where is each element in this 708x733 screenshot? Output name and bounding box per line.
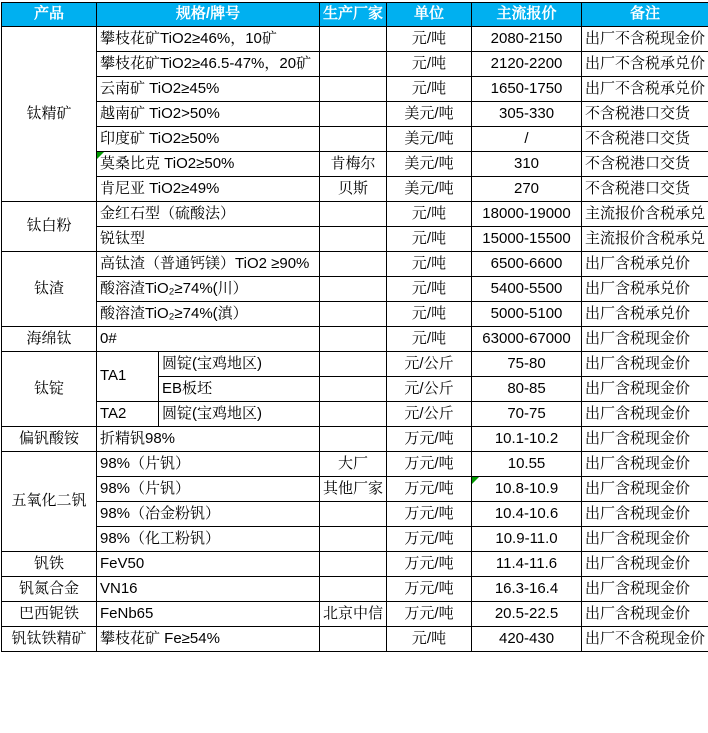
price-cell: / xyxy=(472,127,582,152)
price-cell: 10.55 xyxy=(472,452,582,477)
vendor-cell xyxy=(320,127,387,152)
unit-cell: 元/吨 xyxy=(387,627,472,652)
vendor-cell xyxy=(320,327,387,352)
note-cell: 不含税港口交货 xyxy=(582,102,708,127)
table-row xyxy=(2,202,708,227)
spec-cell: EB板坯 xyxy=(159,377,320,402)
product-cell: 钒氮合金 xyxy=(2,577,97,602)
table-row xyxy=(2,577,708,602)
product-cell: 钛锭 xyxy=(2,352,97,427)
col-header-product: 产品 xyxy=(2,3,97,27)
unit-cell: 元/公斤 xyxy=(387,377,472,402)
table-row xyxy=(2,452,708,477)
price-cell: 2120-2200 xyxy=(472,52,582,77)
spec-text: 莫桑比克 TiO2≥50% xyxy=(100,155,234,172)
product-cell: 五氧化二钒 xyxy=(2,452,97,552)
vendor-cell xyxy=(320,202,387,227)
table-row xyxy=(2,502,708,527)
vendor-cell: 大厂 xyxy=(320,452,387,477)
price-cell: 305-330 xyxy=(472,102,582,127)
table-row xyxy=(2,302,708,327)
spec-cell: 攀枝花矿 Fe≥54% xyxy=(97,627,320,652)
price-cell: 16.3-16.4 xyxy=(472,577,582,602)
price-cell: 80-85 xyxy=(472,377,582,402)
col-header-note: 备注 xyxy=(582,3,708,27)
table-row xyxy=(2,277,708,302)
table-row xyxy=(2,477,708,502)
price-cell: 20.5-22.5 xyxy=(472,602,582,627)
vendor-cell xyxy=(320,52,387,77)
price-cell: 10.4-10.6 xyxy=(472,502,582,527)
vendor-cell: 北京中信 xyxy=(320,602,387,627)
note-cell: 出厂含税现金价 xyxy=(582,552,708,577)
note-cell: 出厂含税承兑价 xyxy=(582,277,708,302)
unit-cell: 万元/吨 xyxy=(387,502,472,527)
unit-cell: 万元/吨 xyxy=(387,577,472,602)
note-cell: 不含税港口交货 xyxy=(582,152,708,177)
vendor-cell xyxy=(320,102,387,127)
product-cell: 海绵钛 xyxy=(2,327,97,352)
unit-cell: 元/吨 xyxy=(387,277,472,302)
unit-cell: 万元/吨 xyxy=(387,477,472,502)
vendor-cell: 其他厂家 xyxy=(320,477,387,502)
note-cell: 出厂不含税现金价 xyxy=(582,627,708,652)
note-cell: 出厂不含税承兑价 xyxy=(582,52,708,77)
unit-cell: 万元/吨 xyxy=(387,552,472,577)
price-cell: 5000-5100 xyxy=(472,302,582,327)
unit-cell: 元/吨 xyxy=(387,302,472,327)
price-cell: 10.9-11.0 xyxy=(472,527,582,552)
table-row xyxy=(2,527,708,552)
spec-cell: 印度矿 TiO2≥50% xyxy=(97,127,320,152)
note-cell: 出厂含税现金价 xyxy=(582,577,708,602)
price-text: 10.8-10.9 xyxy=(495,480,558,497)
spec-cell: 越南矿 TiO2>50% xyxy=(97,102,320,127)
note-cell: 主流报价含税承兑 xyxy=(582,227,708,252)
table-row xyxy=(2,402,708,427)
table-row xyxy=(2,227,708,252)
green-corner-marker xyxy=(97,152,104,159)
spec-cell: VN16 xyxy=(97,577,320,602)
table-row xyxy=(2,52,708,77)
vendor-cell xyxy=(320,577,387,602)
vendor-cell xyxy=(320,227,387,252)
price-cell: 10.1-10.2 xyxy=(472,427,582,452)
table-row xyxy=(2,627,708,652)
note-cell: 出厂含税现金价 xyxy=(582,402,708,427)
unit-cell: 元/公斤 xyxy=(387,402,472,427)
product-cell: 钛渣 xyxy=(2,252,97,327)
product-cell: 偏钒酸铵 xyxy=(2,427,97,452)
green-corner-marker xyxy=(472,477,479,484)
unit-cell: 美元/吨 xyxy=(387,152,472,177)
col-header-spec: 规格/牌号 xyxy=(97,3,320,27)
vendor-cell xyxy=(320,302,387,327)
vendor-cell xyxy=(320,502,387,527)
product-cell: 钒钛铁精矿 xyxy=(2,627,97,652)
vendor-cell xyxy=(320,352,387,377)
note-cell: 不含税港口交货 xyxy=(582,177,708,202)
unit-cell: 万元/吨 xyxy=(387,427,472,452)
note-cell: 出厂不含税承兑价 xyxy=(582,77,708,102)
spec-cell: 攀枝花矿TiO2≥46.5-47%，20矿 xyxy=(97,52,320,77)
spec-cell: 98%（片钒） xyxy=(97,477,320,502)
table-row xyxy=(2,152,708,177)
note-cell: 出厂含税现金价 xyxy=(582,327,708,352)
unit-cell: 元/吨 xyxy=(387,202,472,227)
note-cell: 出厂不含税现金价 xyxy=(582,27,708,52)
spec-cell: 圆锭(宝鸡地区) xyxy=(159,352,320,377)
grade-cell: TA2 xyxy=(97,402,159,427)
spec-cell: 98%（冶金粉钒） xyxy=(97,502,320,527)
unit-cell: 万元/吨 xyxy=(387,452,472,477)
spec-cell: 攀枝花矿TiO2≥46%，10矿 xyxy=(97,27,320,52)
note-cell: 出厂含税现金价 xyxy=(582,377,708,402)
vendor-cell xyxy=(320,77,387,102)
spec-cell: FeV50 xyxy=(97,552,320,577)
price-cell: 2080-2150 xyxy=(472,27,582,52)
vendor-cell: 贝斯 xyxy=(320,177,387,202)
price-cell xyxy=(472,477,582,502)
price-cell: 310 xyxy=(472,152,582,177)
spec-cell: 肯尼亚 TiO2≥49% xyxy=(97,177,320,202)
price-cell: 18000-19000 xyxy=(472,202,582,227)
note-cell: 出厂含税现金价 xyxy=(582,502,708,527)
spec-cell xyxy=(97,152,320,177)
grade-cell: TA1 xyxy=(97,352,159,402)
note-cell: 出厂含税承兑价 xyxy=(582,302,708,327)
product-cell: 钒铁 xyxy=(2,552,97,577)
price-cell: 75-80 xyxy=(472,352,582,377)
spec-cell: FeNb65 xyxy=(97,602,320,627)
commodity-price-table xyxy=(1,2,708,652)
vendor-cell xyxy=(320,277,387,302)
vendor-cell xyxy=(320,377,387,402)
table-row xyxy=(2,327,708,352)
table-row xyxy=(2,552,708,577)
vendor-cell: 肯梅尔 xyxy=(320,152,387,177)
table-row xyxy=(2,177,708,202)
product-cell: 巴西铌铁 xyxy=(2,602,97,627)
spec-cell: 折精钒98% xyxy=(97,427,320,452)
vendor-cell xyxy=(320,427,387,452)
vendor-cell xyxy=(320,27,387,52)
spec-cell: 圆锭(宝鸡地区) xyxy=(159,402,320,427)
price-cell: 63000-67000 xyxy=(472,327,582,352)
note-cell: 出厂含税现金价 xyxy=(582,352,708,377)
product-cell: 钛精矿 xyxy=(2,27,97,202)
table-row xyxy=(2,102,708,127)
col-header-vendor: 生产厂家 xyxy=(320,3,387,27)
table-row xyxy=(2,427,708,452)
table-row xyxy=(2,127,708,152)
price-cell: 270 xyxy=(472,177,582,202)
spec-cell: 锐钛型 xyxy=(97,227,320,252)
price-cell: 6500-6600 xyxy=(472,252,582,277)
vendor-cell xyxy=(320,527,387,552)
spec-cell: 高钛渣（普通钙镁）TiO2 ≥90% xyxy=(97,252,320,277)
note-cell: 主流报价含税承兑 xyxy=(582,202,708,227)
price-cell: 1650-1750 xyxy=(472,77,582,102)
unit-cell: 元/吨 xyxy=(387,252,472,277)
spec-cell: 98%（化工粉钒） xyxy=(97,527,320,552)
table-row xyxy=(2,77,708,102)
vendor-cell xyxy=(320,402,387,427)
unit-cell: 元/吨 xyxy=(387,227,472,252)
price-cell: 70-75 xyxy=(472,402,582,427)
product-cell: 钛白粉 xyxy=(2,202,97,252)
unit-cell: 万元/吨 xyxy=(387,527,472,552)
note-cell: 出厂含税现金价 xyxy=(582,602,708,627)
price-cell: 11.4-11.6 xyxy=(472,552,582,577)
note-cell: 不含税港口交货 xyxy=(582,127,708,152)
unit-cell: 元/吨 xyxy=(387,77,472,102)
col-header-price: 主流报价 xyxy=(472,3,582,27)
vendor-cell xyxy=(320,552,387,577)
unit-cell: 元/公斤 xyxy=(387,352,472,377)
table-row xyxy=(2,252,708,277)
spec-cell: 98%（片钒） xyxy=(97,452,320,477)
price-cell: 5400-5500 xyxy=(472,277,582,302)
unit-cell: 元/吨 xyxy=(387,52,472,77)
unit-cell: 美元/吨 xyxy=(387,127,472,152)
spec-cell: 酸溶渣TiO₂≥74%(川） xyxy=(97,277,320,302)
vendor-cell xyxy=(320,627,387,652)
unit-cell: 元/吨 xyxy=(387,327,472,352)
price-cell: 15000-15500 xyxy=(472,227,582,252)
table-row xyxy=(2,352,708,377)
unit-cell: 万元/吨 xyxy=(387,602,472,627)
spec-cell: 0# xyxy=(97,327,320,352)
col-header-unit: 单位 xyxy=(387,3,472,27)
unit-cell: 美元/吨 xyxy=(387,177,472,202)
table-row xyxy=(2,27,708,52)
spec-cell: 金红石型（硫酸法） xyxy=(97,202,320,227)
vendor-cell xyxy=(320,252,387,277)
header-row xyxy=(2,3,708,27)
table-row xyxy=(2,602,708,627)
price-cell: 420-430 xyxy=(472,627,582,652)
note-cell: 出厂含税现金价 xyxy=(582,427,708,452)
unit-cell: 美元/吨 xyxy=(387,102,472,127)
note-cell: 出厂含税现金价 xyxy=(582,477,708,502)
spec-cell: 酸溶渣TiO₂≥74%(滇） xyxy=(97,302,320,327)
note-cell: 出厂含税承兑价 xyxy=(582,252,708,277)
note-cell: 出厂含税现金价 xyxy=(582,452,708,477)
spec-cell: 云南矿 TiO2≥45% xyxy=(97,77,320,102)
note-cell: 出厂含税现金价 xyxy=(582,527,708,552)
unit-cell: 元/吨 xyxy=(387,27,472,52)
